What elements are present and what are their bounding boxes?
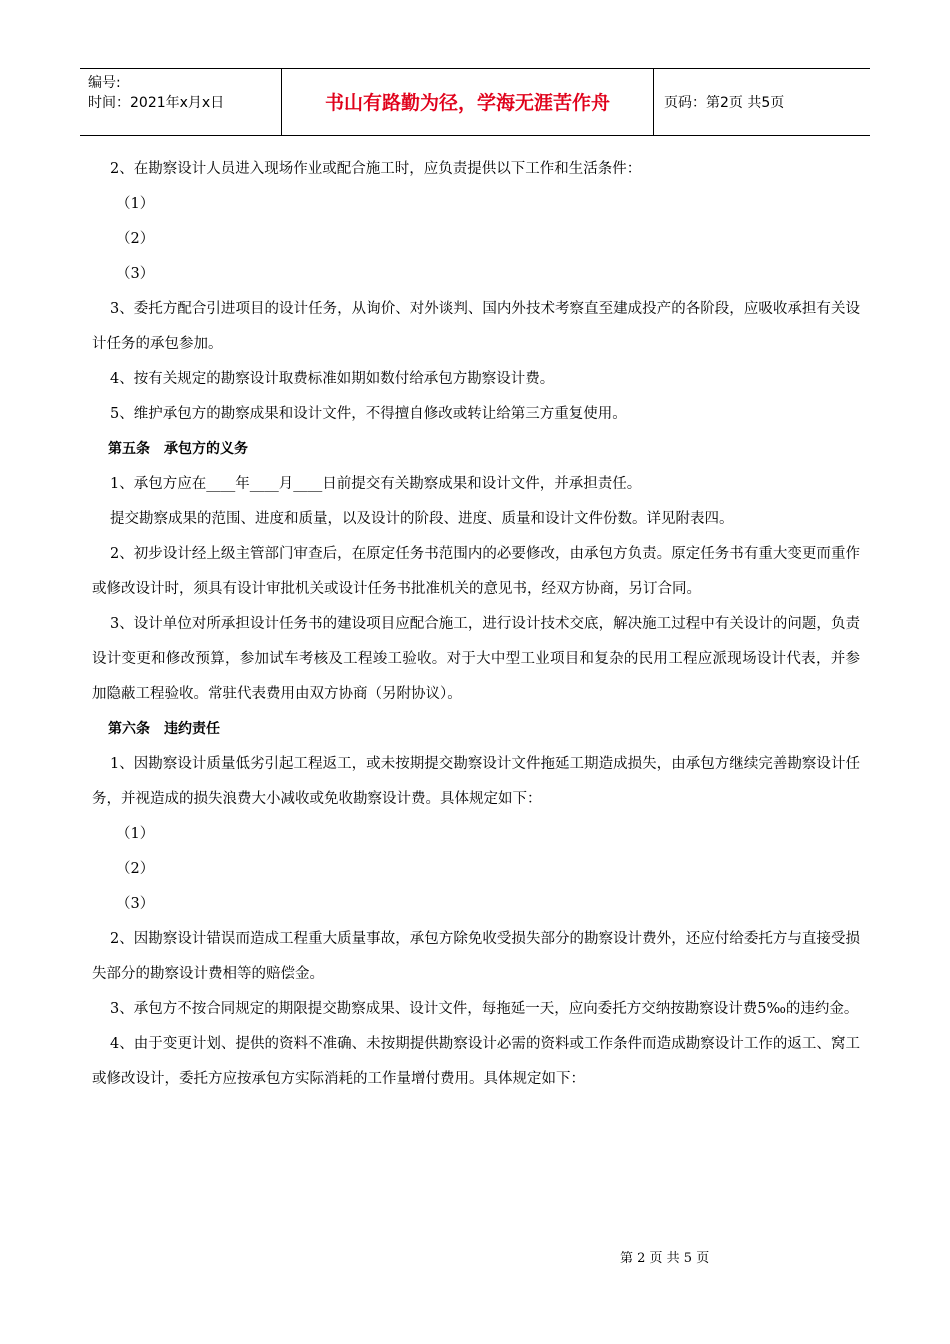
header-meta xyxy=(80,69,282,135)
paragraph: 4、由于变更计划、提供的资料不准确、未按期提供勘察设计必需的资料或工作条件而造成勘察设计工作的返工、窝工或修改设计，委托方应按承包方实际消耗的工作量增付费用。具体规定如下： xyxy=(92,1036,860,1087)
page-header xyxy=(80,68,870,136)
list-item: （1） xyxy=(116,196,155,212)
footer-page-number: 第 2 页 共 5 页 xyxy=(620,1251,710,1266)
paragraph: 1、因勘察设计质量低劣引起工程返工，或未按期提交勘察设计文件拖延工期造成损失，由承包方继续完善勘察设计任务，并视造成的损失浪费大小减收或免收勘察设计费。具体规定如下： xyxy=(92,756,860,807)
paragraph: 提交勘察成果的范围、进度和质量，以及设计的阶段、进度、质量和设计文件份数。详见附表四。 xyxy=(110,511,734,527)
time-label: 时间：2021年x月x日 xyxy=(88,95,225,111)
paragraph: 2、在勘察设计人员进入现场作业或配合施工时，应负责提供以下工作和生活条件： xyxy=(110,161,642,177)
paragraph: 2、因勘察设计错误而造成工程重大质量事故，承包方除免收受损失部分的勘察设计费外，还应付给委托方与直接受损失部分的勘察设计费相等的赔偿金。 xyxy=(92,931,860,982)
list-item: （2） xyxy=(116,231,155,247)
document-body xyxy=(92,152,860,1097)
list-item: （2） xyxy=(116,861,155,877)
paragraph: 2、初步设计经上级主管部门审查后，在原定任务书范围内的必要修改，由承包方负责。原定任务书有重大变更而重作或修改设计时，须具有设计审批机关或设计任务书批准机关的意见书，经双方协商，另订合同。 xyxy=(92,546,860,597)
section-heading: 第六条 违约责任 xyxy=(108,721,220,737)
paragraph: 4、按有关规定的勘察设计取费标准如期如数付给承包方勘察设计费。 xyxy=(110,371,555,387)
paragraph: 1、承包方应在____年____月____日前提交有关勘察成果和设计文件，并承担责任。 xyxy=(110,476,642,492)
list-item: （3） xyxy=(116,266,155,282)
section-heading: 第五条 承包方的义务 xyxy=(108,441,248,457)
header-page-code: 页码：第2页 共5页 xyxy=(664,95,785,111)
paragraph: 3、委托方配合引进项目的设计任务，从询价、对外谈判、国内外技术考察直至建成投产的各阶段，应吸收承担有关设计任务的承包参加。 xyxy=(92,301,860,352)
list-item: （3） xyxy=(116,896,155,912)
list-item: （1） xyxy=(116,826,155,842)
header-motto: 书山有路勤为径，学海无涯苦作舟 xyxy=(282,69,654,135)
paragraph: 3、承包方不按合同规定的期限提交勘察成果、设计文件，每拖延一天，应向委托方交纳按勘察设计费5‰的违约金。 xyxy=(110,1001,859,1017)
paragraph: 3、设计单位对所承担设计任务书的建设项目应配合施工，进行设计技术交底，解决施工过程中有关设计的问题，负责设计变更和修改预算，参加试车考核及工程竣工验收。对于大中型工业项目和复杂的民用工程应派现场设计代表，并参加隐蔽工程验收。常驻代表费用由双方协商（另附协议）。 xyxy=(92,616,860,702)
paragraph: 5、维护承包方的勘察成果和设计文件，不得擅自修改或转让给第三方重复使用。 xyxy=(110,406,627,422)
number-label: 编号: xyxy=(88,75,121,91)
